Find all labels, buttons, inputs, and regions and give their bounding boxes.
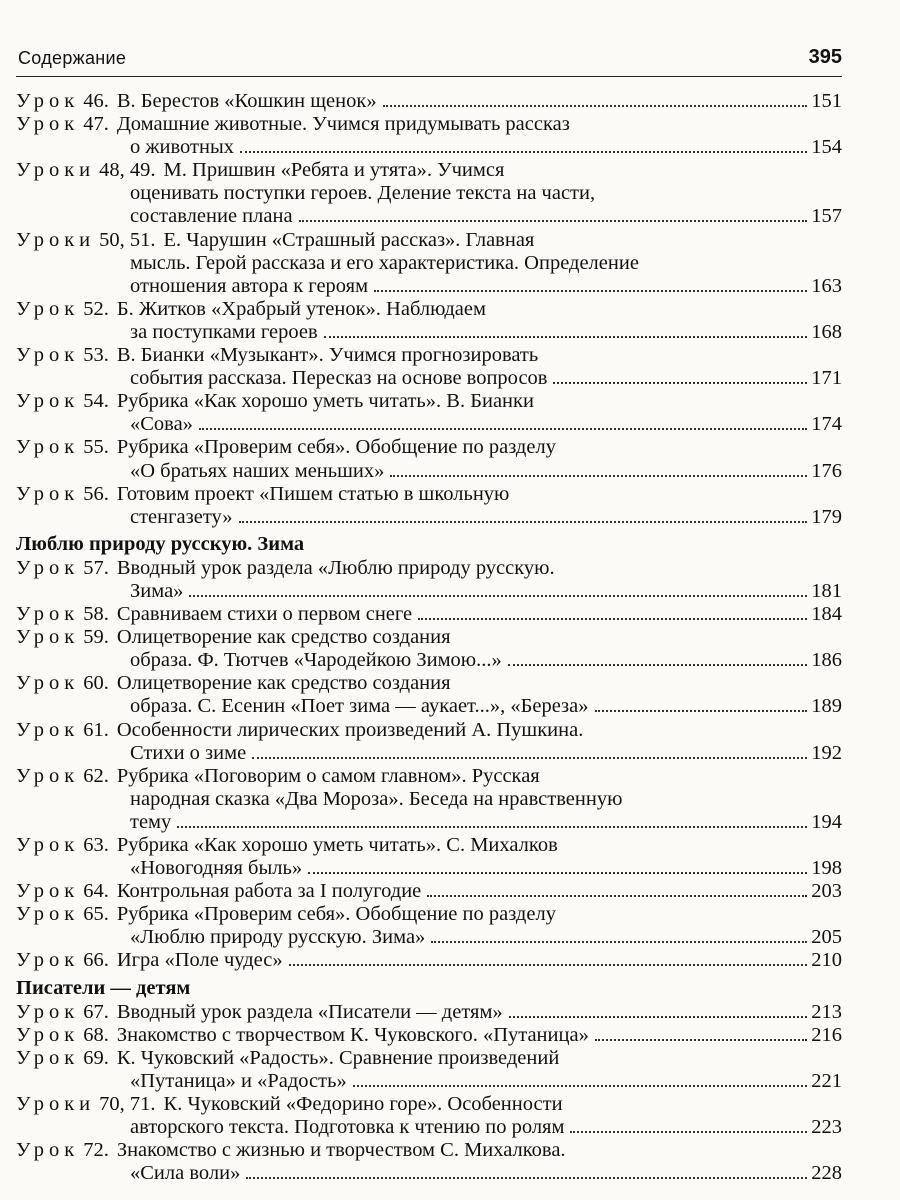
toc-entry-line: [16, 557, 842, 580]
dot-leader: [595, 710, 808, 712]
dot-leader: [595, 1039, 807, 1041]
lesson-number: 57.: [83, 556, 109, 579]
lesson-label: Урок: [16, 672, 80, 695]
toc-entry: [16, 903, 842, 949]
dot-leader: [383, 105, 808, 107]
lesson-title-text: народная сказка «Два Мороза». Беседа на нравственную: [130, 787, 623, 810]
lesson-title-text: Рубрика «Поговорим о самом главном». Русская: [116, 764, 540, 787]
dot-leader: [240, 151, 807, 153]
toc-page-number: 171: [811, 367, 842, 390]
toc-entry-line: [16, 436, 842, 459]
lesson-label: Уроки: [16, 159, 96, 182]
toc-page-number: 223: [811, 1116, 842, 1139]
toc-entry: [16, 90, 842, 113]
lesson-title-text: М. Пришвин «Ребята и утята». Учимся: [163, 159, 505, 182]
toc-page-number: 213: [811, 1000, 842, 1023]
toc-page-number: 210: [811, 949, 842, 972]
toc-entry-line: [16, 344, 842, 367]
dot-leader: [390, 475, 807, 477]
dot-leader: [374, 290, 807, 292]
toc-section-heading: Люблю природу русскую. Зима: [16, 532, 305, 555]
lesson-title-text: «Путаница» и «Радость»: [130, 1069, 347, 1092]
toc-entry: [16, 483, 842, 529]
toc-entry-line: [16, 949, 842, 972]
toc-page-number: 151: [811, 90, 842, 112]
toc-entry-line: [16, 926, 842, 949]
lesson-title-text: за поступками героев: [130, 320, 318, 343]
lesson-title-text: Рубрика «Проверим себя». Обобщение по разделу: [116, 436, 556, 459]
toc-page-number: 203: [811, 880, 842, 903]
lesson-number: 52.: [83, 297, 109, 320]
lesson-number: 50, 51.: [99, 228, 156, 251]
lesson-number: 69.: [83, 1046, 109, 1069]
dot-leader: [308, 872, 807, 874]
toc-entry: [16, 298, 842, 344]
toc-entry-line: [16, 1070, 842, 1093]
toc-entry: [16, 1093, 842, 1139]
toc-page-number: 221: [811, 1069, 842, 1092]
toc-entry-line: [16, 1162, 842, 1185]
lesson-number: 59.: [83, 626, 109, 649]
lesson-label: Урок: [16, 297, 80, 320]
lesson-title-text: Знакомство с жизнью и творчеством С. Михалкова.: [116, 1139, 566, 1162]
toc-entry-line: [16, 483, 842, 506]
toc-entry-line: [16, 90, 842, 113]
toc-entry-line: [16, 159, 842, 182]
lesson-label: Урок: [16, 113, 80, 136]
dot-leader: [508, 664, 808, 666]
toc-entry-line: [16, 834, 842, 857]
lesson-number: 46.: [83, 90, 109, 112]
lesson-title-text: Вводный урок раздела «Люблю природу русскую.: [116, 556, 555, 579]
lesson-title-text: Сравниваем стихи о первом снеге: [116, 603, 413, 626]
toc-entry: [16, 390, 842, 436]
lesson-number: 62.: [83, 764, 109, 787]
toc-entry-line: [16, 857, 842, 880]
toc-entry-line: [16, 182, 842, 205]
toc-page-number: 228: [811, 1162, 842, 1185]
toc-entry: [16, 719, 842, 765]
lesson-title-text: Игра «Поле чудес»: [116, 949, 283, 972]
page-header: [16, 42, 842, 77]
toc-section-heading: Писатели — детям: [16, 976, 191, 999]
toc-page-number: 189: [811, 695, 842, 718]
toc-entry: [16, 834, 842, 880]
toc-entry-line: [16, 742, 842, 765]
toc-entry-line: [16, 580, 842, 603]
lesson-title-text: Олицетворение как средство создания: [116, 672, 451, 695]
dot-leader: [289, 964, 808, 966]
toc-entry-line: [16, 205, 842, 228]
lesson-title-text: Рубрика «Проверим себя». Обобщение по разделу: [116, 903, 556, 926]
toc-entry: [16, 949, 842, 972]
toc-entry-line: [16, 113, 842, 136]
toc-entry-line: [16, 649, 842, 672]
lesson-title-text: «Новогодняя быль»: [130, 857, 303, 880]
lesson-number: 66.: [83, 949, 109, 972]
lesson-title-text: Контрольная работа за I полугодие: [116, 880, 422, 903]
toc-entry: [16, 765, 842, 834]
toc-entry-line: [16, 1001, 842, 1024]
lesson-label: Урок: [16, 1139, 80, 1162]
toc-entry: [16, 436, 842, 482]
lesson-label: Урок: [16, 556, 80, 579]
toc-entry: [16, 1024, 842, 1047]
running-head-title: Содержание: [18, 48, 127, 68]
toc-entry-line: [16, 298, 842, 321]
toc-page-number: 174: [811, 413, 842, 436]
toc-entry-line: [16, 719, 842, 742]
lesson-title-text: авторского текста. Подготовка к чтению по ролям: [130, 1116, 565, 1139]
lesson-label: Урок: [16, 903, 80, 926]
lesson-title-text: Е. Чарушин «Страшный рассказ». Главная: [163, 228, 535, 251]
lesson-label: Урок: [16, 718, 80, 741]
lesson-label: Урок: [16, 344, 80, 367]
toc-entry-line: [16, 1116, 842, 1139]
lesson-number: 61.: [83, 718, 109, 741]
toc-entry: [16, 229, 842, 298]
lesson-number: 60.: [83, 672, 109, 695]
toc-entry: [16, 113, 842, 159]
lesson-title-text: Домашние животные. Учимся придумывать рассказ: [116, 113, 570, 136]
dot-leader: [418, 618, 807, 620]
dot-leader: [189, 595, 807, 597]
toc-page-number: 181: [811, 579, 842, 602]
toc-entry-line: [16, 460, 842, 483]
toc-entry-line: [16, 880, 842, 903]
lesson-number: 56.: [83, 482, 109, 505]
toc-entry-line: [16, 765, 842, 788]
toc-page-number: 179: [811, 505, 842, 528]
toc-page-number: 163: [811, 274, 842, 297]
toc-entry-line: [16, 603, 842, 626]
lesson-title-text: К. Чуковский «Радость». Сравнение произведений: [116, 1046, 560, 1069]
lesson-number: 68.: [83, 1023, 109, 1046]
toc-entry-line: [16, 275, 842, 298]
toc-entry-line: [16, 252, 842, 275]
toc-entry-line: [16, 695, 842, 718]
dot-leader: [353, 1085, 808, 1087]
dot-leader: [570, 1131, 807, 1133]
toc-page-number: 192: [811, 741, 842, 764]
lesson-number: 47.: [83, 113, 109, 136]
lesson-title-text: Стихи о зиме: [130, 741, 247, 764]
lesson-number: 55.: [83, 436, 109, 459]
toc-page-number: 186: [811, 649, 842, 672]
lesson-number: 63.: [83, 834, 109, 856]
lesson-number: 54.: [83, 390, 109, 413]
lesson-title-text: «Люблю природу русскую. Зима»: [130, 926, 426, 949]
dot-leader: [553, 382, 807, 384]
lesson-number: 64.: [83, 880, 109, 903]
lesson-label: Урок: [16, 1046, 80, 1069]
lesson-title-text: «Сова»: [130, 413, 193, 436]
toc-entry-line: [16, 136, 842, 159]
dot-leader: [246, 1177, 807, 1179]
lesson-label: Урок: [16, 436, 80, 459]
toc-entry-line: [16, 506, 842, 529]
lesson-title-text: оценивать поступки героев. Деление текста на части,: [130, 182, 596, 205]
toc-entry-line: [16, 1047, 842, 1070]
lesson-title-text: составление плана: [130, 205, 293, 228]
lesson-label: Урок: [16, 949, 80, 972]
lesson-title-text: отношения автора к героям: [130, 274, 369, 297]
lesson-title-text: Готовим проект «Пишем статью в школьную: [116, 482, 510, 505]
toc-entry: [16, 1047, 842, 1093]
toc-entry-line: [16, 1024, 842, 1047]
toc-entry-line: [16, 367, 842, 390]
lesson-title-text: В. Берестов «Кошкин щенок»: [116, 90, 377, 112]
lesson-label: Уроки: [16, 1093, 96, 1116]
dot-leader: [177, 826, 807, 828]
lesson-title-text: В. Бианки «Музыкант». Учимся прогнозировать: [116, 344, 539, 367]
lesson-number: 48, 49.: [99, 159, 156, 182]
toc-entry-line: [16, 626, 842, 649]
toc-entry-line: [16, 1093, 842, 1116]
toc-entry: [16, 626, 842, 672]
lesson-title-text: Рубрика «Как хорошо уметь читать». В. Бианки: [116, 390, 534, 413]
lesson-label: Урок: [16, 626, 80, 649]
toc-entry-line: [16, 788, 842, 811]
toc-page-number: 157: [811, 205, 842, 228]
lesson-title-text: события рассказа. Пересказ на основе вопросов: [130, 367, 548, 390]
toc-entry: [16, 603, 842, 626]
lesson-title-text: К. Чуковский «Федорино горе». Особенности: [163, 1093, 563, 1116]
table-of-contents: [16, 90, 842, 1185]
toc-entry-line: [16, 672, 842, 695]
toc-entry-line: [16, 903, 842, 926]
lesson-title-text: Рубрика «Как хорошо уметь читать». С. Михалков: [116, 834, 558, 856]
dot-leader: [239, 521, 808, 523]
toc-entry: [16, 880, 842, 903]
lesson-title-text: Зима»: [130, 579, 184, 602]
toc-entry-line: [16, 811, 842, 834]
lesson-label: Урок: [16, 1000, 80, 1023]
lesson-title-text: Вводный урок раздела «Писатели — детям»: [116, 1000, 503, 1023]
toc-page-number: 216: [811, 1023, 842, 1046]
toc-page-number: 168: [811, 320, 842, 343]
toc-entry: [16, 159, 842, 228]
toc-entry: [16, 557, 842, 603]
lesson-label: Урок: [16, 90, 80, 112]
dot-leader: [252, 757, 807, 759]
dot-leader: [324, 336, 808, 338]
lesson-number: 58.: [83, 603, 109, 626]
dot-leader: [299, 220, 808, 222]
lesson-label: Урок: [16, 764, 80, 787]
lesson-number: 53.: [83, 344, 109, 367]
lesson-number: 70, 71.: [99, 1093, 156, 1116]
lesson-number: 65.: [83, 903, 109, 926]
toc-entry-line: [16, 413, 842, 436]
lesson-number: 72.: [83, 1139, 109, 1162]
lesson-label: Уроки: [16, 228, 96, 251]
lesson-title-text: образа. Ф. Тютчев «Чародейкою Зимою...»: [130, 649, 502, 672]
dot-leader: [509, 1016, 808, 1018]
toc-page-number: 198: [811, 857, 842, 880]
lesson-title-text: «О братьях наших меньших»: [130, 459, 385, 482]
lesson-title-text: Олицетворение как средство создания: [116, 626, 451, 649]
lesson-title-text: «Сила воли»: [130, 1162, 241, 1185]
lesson-label: Урок: [16, 834, 80, 856]
toc-entry: [16, 672, 842, 718]
lesson-number: 67.: [83, 1000, 109, 1023]
toc-page-number: 184: [811, 603, 842, 626]
toc-entry: [16, 1001, 842, 1024]
lesson-title-text: тему: [130, 810, 172, 833]
lesson-label: Урок: [16, 390, 80, 413]
toc-entry-line: [16, 1139, 842, 1162]
lesson-label: Урок: [16, 603, 80, 626]
toc-entry-line: [16, 390, 842, 413]
dot-leader: [427, 895, 807, 897]
lesson-title-text: Знакомство с творчеством К. Чуковского. «Путаница»: [116, 1023, 589, 1046]
page-number: 395: [808, 46, 842, 68]
lesson-label: Урок: [16, 482, 80, 505]
lesson-title-text: Особенности лирических произведений А. Пушкина.: [116, 718, 584, 741]
lesson-title-text: образа. С. Есенин «Поет зима — аукает...», «Береза»: [130, 695, 589, 718]
lesson-label: Урок: [16, 1023, 80, 1046]
lesson-title-text: мысль. Герой рассказа и его характеристика. Определение: [130, 251, 639, 274]
toc-entry: [16, 1139, 842, 1185]
toc-entry-line: [16, 229, 842, 252]
toc-page-number: 194: [811, 810, 842, 833]
lesson-label: Урок: [16, 880, 80, 903]
lesson-title-text: о животных: [130, 136, 234, 159]
toc-page-number: 205: [811, 926, 842, 949]
toc-entry: [16, 344, 842, 390]
dot-leader: [199, 428, 807, 430]
lesson-title-text: Б. Житков «Храбрый утенок». Наблюдаем: [116, 297, 486, 320]
lesson-title-text: стенгазету»: [130, 505, 233, 528]
toc-page-number: 176: [811, 459, 842, 482]
toc-entry-line: [16, 321, 842, 344]
toc-page-number: 154: [811, 136, 842, 159]
dot-leader: [431, 941, 807, 943]
